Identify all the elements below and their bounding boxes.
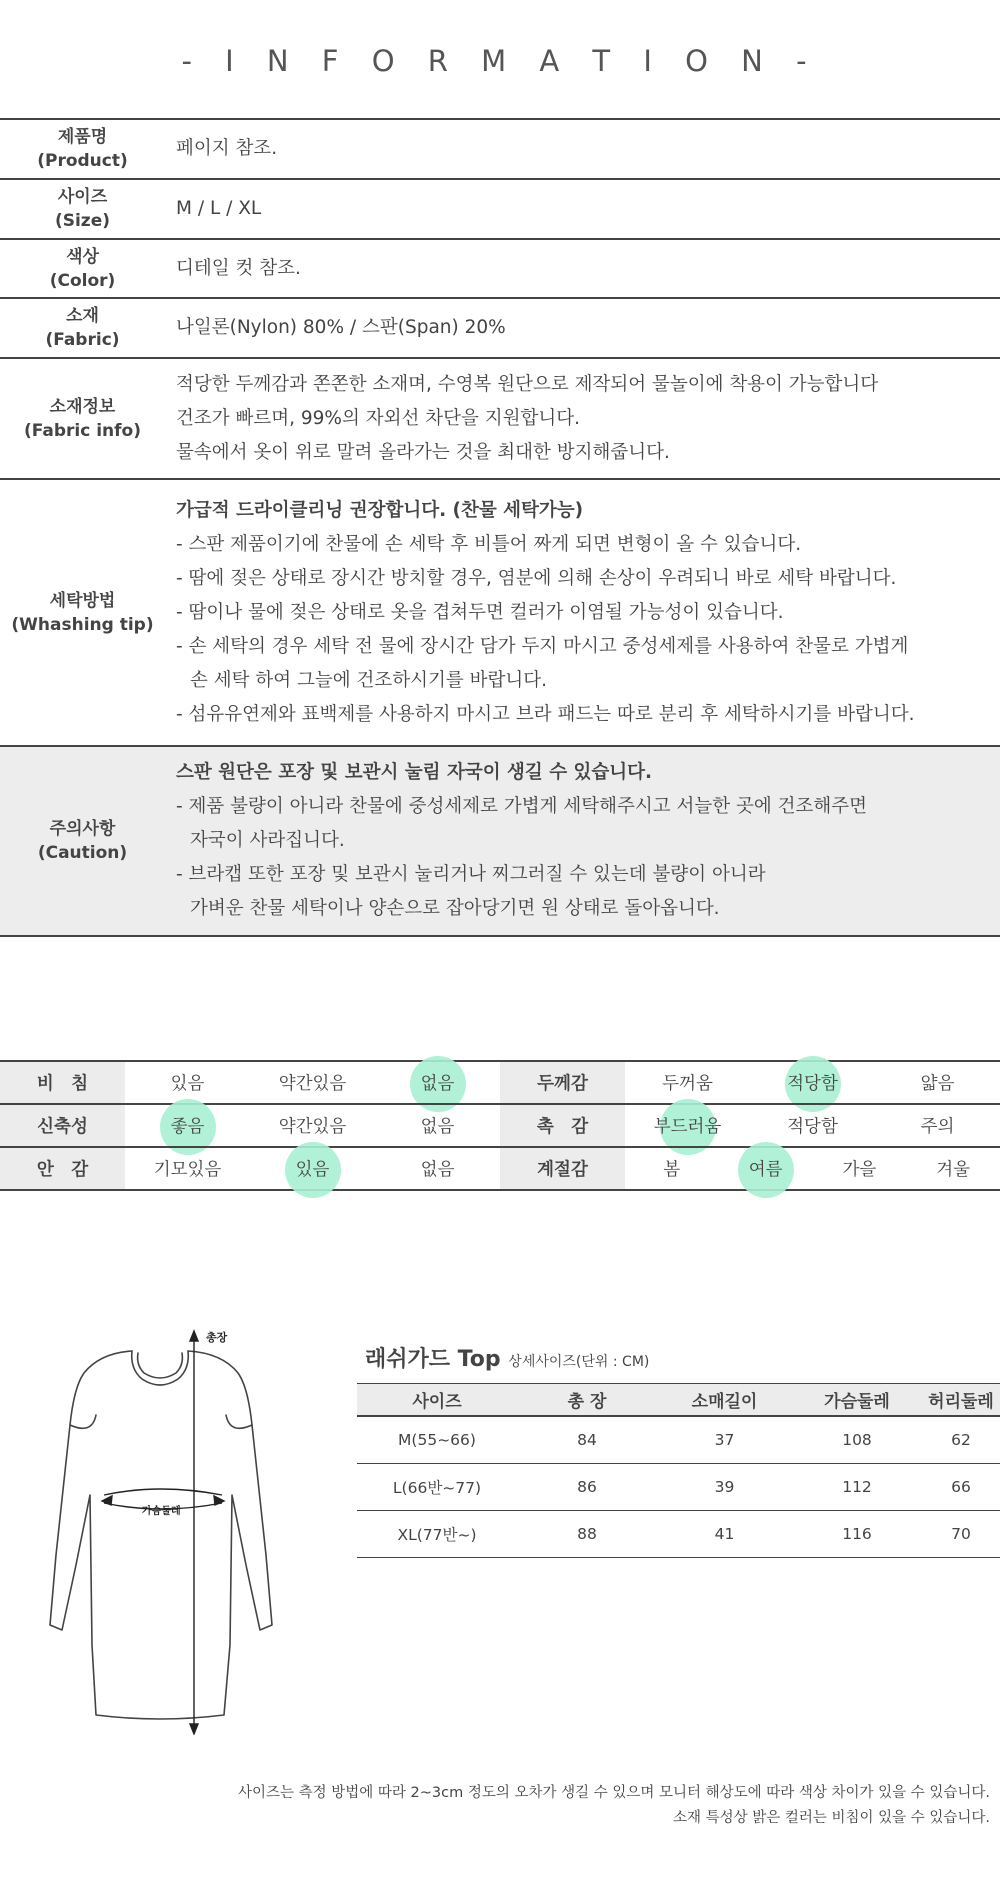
label-ko: 세탁방법 xyxy=(49,590,116,611)
footnote-2: 소재 특성상 밝은 컬러는 비침이 있을 수 있습니다. xyxy=(672,1810,990,1826)
info-line: - 땀이나 물에 젖은 상태로 옷을 겹쳐두면 컬러가 이염될 가능성이 있습니다. xyxy=(176,601,784,623)
info-row-fabric-info xyxy=(0,357,1000,478)
info-line: 디테일 컷 참조. xyxy=(176,257,301,279)
feature-option xyxy=(125,1148,250,1189)
feature-option xyxy=(875,1062,1000,1103)
feature-option xyxy=(250,1148,375,1189)
feature-row xyxy=(0,1103,1000,1146)
feature-option-text: 부드러움 xyxy=(653,1117,722,1137)
feature-option xyxy=(750,1062,875,1103)
info-line: 건조가 빠르며, 99%의 자외선 차단을 지원합니다. xyxy=(176,407,580,429)
size-table-header-cell: 가슴둘레 xyxy=(824,1392,890,1412)
feature-option-text: 없음 xyxy=(420,1074,455,1094)
feature-option xyxy=(375,1148,500,1189)
label-ko: 제품명 xyxy=(57,127,108,147)
info-content xyxy=(176,120,994,178)
info-line: - 섬유유연제와 표백제를 사용하지 마시고 브라 패드는 따로 분리 후 세탁하시기를 바랍니다. xyxy=(176,703,915,725)
info-content xyxy=(176,299,994,357)
feature-option-text: 겨울 xyxy=(936,1160,971,1180)
feature-option-text: 약간있음 xyxy=(278,1074,347,1094)
label-en: (Size) xyxy=(54,211,111,231)
label-ko: 소재정보 xyxy=(49,396,116,417)
feature-row xyxy=(0,1146,1000,1191)
info-label xyxy=(0,299,165,357)
chest-label: 가슴둘레 xyxy=(142,1506,181,1517)
feature-option-text: 약간있음 xyxy=(278,1117,347,1137)
info-label xyxy=(0,359,165,478)
feature-label xyxy=(500,1148,625,1189)
feature-option xyxy=(625,1105,750,1146)
info-line: M / L / XL xyxy=(176,198,262,219)
info-line: 가벼운 찬물 세탁이나 양손으로 잡아당기면 원 상태로 돌아옵니다. xyxy=(190,898,720,919)
info-line: 물속에서 옷이 위로 말려 올라가는 것을 최대한 방지해줍니다. xyxy=(176,441,670,463)
feature-label xyxy=(0,1148,125,1189)
info-line: 스판 원단은 포장 및 보관시 눌림 자국이 생길 수 있습니다. xyxy=(176,762,653,783)
info-line: - 제품 불량이 아니라 찬물에 중성세제로 가볍게 세탁해주시고 서늘한 곳에 건조해주면 xyxy=(176,796,867,817)
label-en: (Caution) xyxy=(37,843,128,863)
size-title-sub: 상세사이즈(단위 : CM) xyxy=(508,1354,650,1370)
feature-option xyxy=(625,1062,750,1103)
label-ko: 소재 xyxy=(66,306,99,326)
info-label xyxy=(0,180,165,238)
info-table xyxy=(0,118,1000,937)
size-title-main: 래쉬가드 Top xyxy=(365,1347,501,1372)
size-table-header-cell: 허리둘레 xyxy=(928,1392,994,1412)
feature-label-text: 신축성 xyxy=(37,1117,88,1137)
size-table-cell: 66 xyxy=(951,1478,971,1496)
feature-option-text: 적당함 xyxy=(787,1074,838,1094)
info-label xyxy=(0,240,165,297)
size-table-row xyxy=(357,1511,1000,1558)
feature-table xyxy=(0,1060,1000,1191)
info-row-caution xyxy=(0,745,1000,937)
size-table-cell: 88 xyxy=(577,1525,597,1543)
feature-label xyxy=(0,1062,125,1103)
size-table-header-cell: 총 장 xyxy=(567,1392,607,1412)
info-row-color xyxy=(0,238,1000,297)
feature-option xyxy=(375,1105,500,1146)
footnote-1: 사이즈는 측정 방법에 따라 2~3cm 정도의 오차가 생길 수 있으며 모니터 해상도에 따라 색상 차이가 있을 수 있습니다. xyxy=(238,1785,990,1801)
feature-option-text: 가을 xyxy=(842,1160,877,1180)
info-content xyxy=(176,747,994,935)
feature-option xyxy=(906,1148,1000,1189)
feature-label-text: 두께감 xyxy=(537,1074,588,1094)
feature-label xyxy=(0,1105,125,1146)
feature-option-text: 얇음 xyxy=(920,1074,955,1094)
size-table-cell: L(66반~77) xyxy=(392,1479,482,1497)
feature-option-text: 있음 xyxy=(295,1160,330,1180)
info-line: 가급적 드라이클리닝 권장합니다. (찬물 세탁가능) xyxy=(176,499,584,521)
length-label: 총장 xyxy=(206,1331,228,1344)
label-en: (Product) xyxy=(37,151,128,171)
size-table-cell: 39 xyxy=(714,1478,735,1496)
feature-label-text: 안 감 xyxy=(36,1160,89,1180)
feature-option-text: 없음 xyxy=(420,1160,455,1180)
label-ko: 주의사항 xyxy=(49,819,116,839)
info-line: 자국이 사라집니다. xyxy=(190,830,345,851)
size-table-cell: 108 xyxy=(842,1431,872,1449)
size-table-cell: 84 xyxy=(577,1431,597,1449)
info-label xyxy=(0,120,165,178)
info-content xyxy=(176,180,994,238)
info-line: 적당한 두께감과 쫀쫀한 소재며, 수영복 원단으로 제작되어 물놀이에 착용이 가능합니다 xyxy=(176,373,879,395)
feature-option xyxy=(125,1105,250,1146)
info-content xyxy=(176,359,994,478)
feature-label-text: 비 침 xyxy=(36,1074,89,1094)
info-row-washing xyxy=(0,478,1000,745)
info-line: 나일론(Nylon) 80% / 스판(Span) 20% xyxy=(176,317,506,338)
info-row-size xyxy=(0,178,1000,238)
size-table-cell: 112 xyxy=(842,1478,872,1496)
label-en: (Fabric info) xyxy=(23,420,141,441)
feature-option xyxy=(250,1105,375,1146)
info-row-product xyxy=(0,118,1000,178)
info-line: 페이지 참조. xyxy=(176,138,278,159)
size-table-header xyxy=(357,1383,1000,1417)
size-table-cell: 70 xyxy=(951,1525,971,1543)
size-table-cell: 41 xyxy=(714,1525,735,1543)
size-table-title xyxy=(365,1342,649,1373)
info-content xyxy=(176,480,994,745)
label-en: (Color) xyxy=(49,270,116,291)
feature-option-text: 있음 xyxy=(170,1074,205,1094)
label-en: (Whashing tip) xyxy=(11,614,154,635)
label-ko: 사이즈 xyxy=(57,187,108,207)
feature-option-text: 좋음 xyxy=(170,1117,205,1137)
feature-option xyxy=(375,1062,500,1103)
feature-option-text: 없음 xyxy=(420,1117,455,1137)
page-title: - I N F O R M A T I O N - xyxy=(181,44,819,78)
feature-option xyxy=(625,1148,719,1189)
size-table xyxy=(357,1383,1000,1558)
feature-option-text: 기모있음 xyxy=(153,1160,222,1180)
size-table-cell: 86 xyxy=(577,1478,597,1496)
feature-option xyxy=(875,1105,1000,1146)
feature-option-text: 봄 xyxy=(663,1160,681,1180)
size-table-header-cell: 소매길이 xyxy=(691,1392,758,1412)
feature-option-text: 여름 xyxy=(748,1160,783,1180)
size-table-cell: M(55~66) xyxy=(398,1431,476,1449)
label-en: (Fabric) xyxy=(45,330,120,350)
feature-option-text: 두꺼움 xyxy=(662,1074,713,1094)
info-line: - 스판 제품이기에 찬물에 손 세탁 후 비틀어 짜게 되면 변형이 올 수 있습니다. xyxy=(176,533,802,555)
feature-row xyxy=(0,1060,1000,1103)
feature-option xyxy=(750,1105,875,1146)
feature-label xyxy=(500,1062,625,1103)
size-table-row xyxy=(357,1417,1000,1464)
garment-diagram xyxy=(40,1325,290,1735)
info-content xyxy=(176,240,994,297)
info-line: 손 세탁 하여 그늘에 건조하시기를 바랍니다. xyxy=(190,669,547,691)
size-table-row xyxy=(357,1464,1000,1511)
feature-option xyxy=(719,1148,813,1189)
feature-option xyxy=(250,1062,375,1103)
size-table-cell: 116 xyxy=(842,1525,872,1543)
size-table-cell: 37 xyxy=(714,1431,735,1449)
feature-label-text: 계절감 xyxy=(537,1160,588,1180)
info-label xyxy=(0,480,165,745)
size-table-header-cell: 사이즈 xyxy=(412,1392,462,1412)
feature-label xyxy=(500,1105,625,1146)
feature-option-text: 적당함 xyxy=(787,1117,838,1137)
feature-label-text: 촉 감 xyxy=(536,1117,589,1137)
feature-option xyxy=(125,1062,250,1103)
size-table-cell: XL(77반~) xyxy=(397,1526,477,1544)
feature-option xyxy=(813,1148,907,1189)
info-line: - 땀에 젖은 상태로 장시간 방치할 경우, 염분에 의해 손상이 우려되니 바로 세탁 바랍니다. xyxy=(176,567,897,589)
info-label xyxy=(0,747,165,935)
label-ko: 색상 xyxy=(66,246,99,267)
info-line: - 브라캡 또한 포장 및 보관시 눌리거나 찌그러질 수 있는데 불량이 아니라 xyxy=(176,864,766,885)
info-row-fabric xyxy=(0,297,1000,357)
size-table-cell: 62 xyxy=(951,1431,971,1449)
info-line: - 손 세탁의 경우 세탁 전 물에 장시간 담가 두지 마시고 중성세제를 사용하여 찬물로 가볍게 xyxy=(176,635,909,657)
feature-option-text: 주의 xyxy=(920,1117,955,1137)
